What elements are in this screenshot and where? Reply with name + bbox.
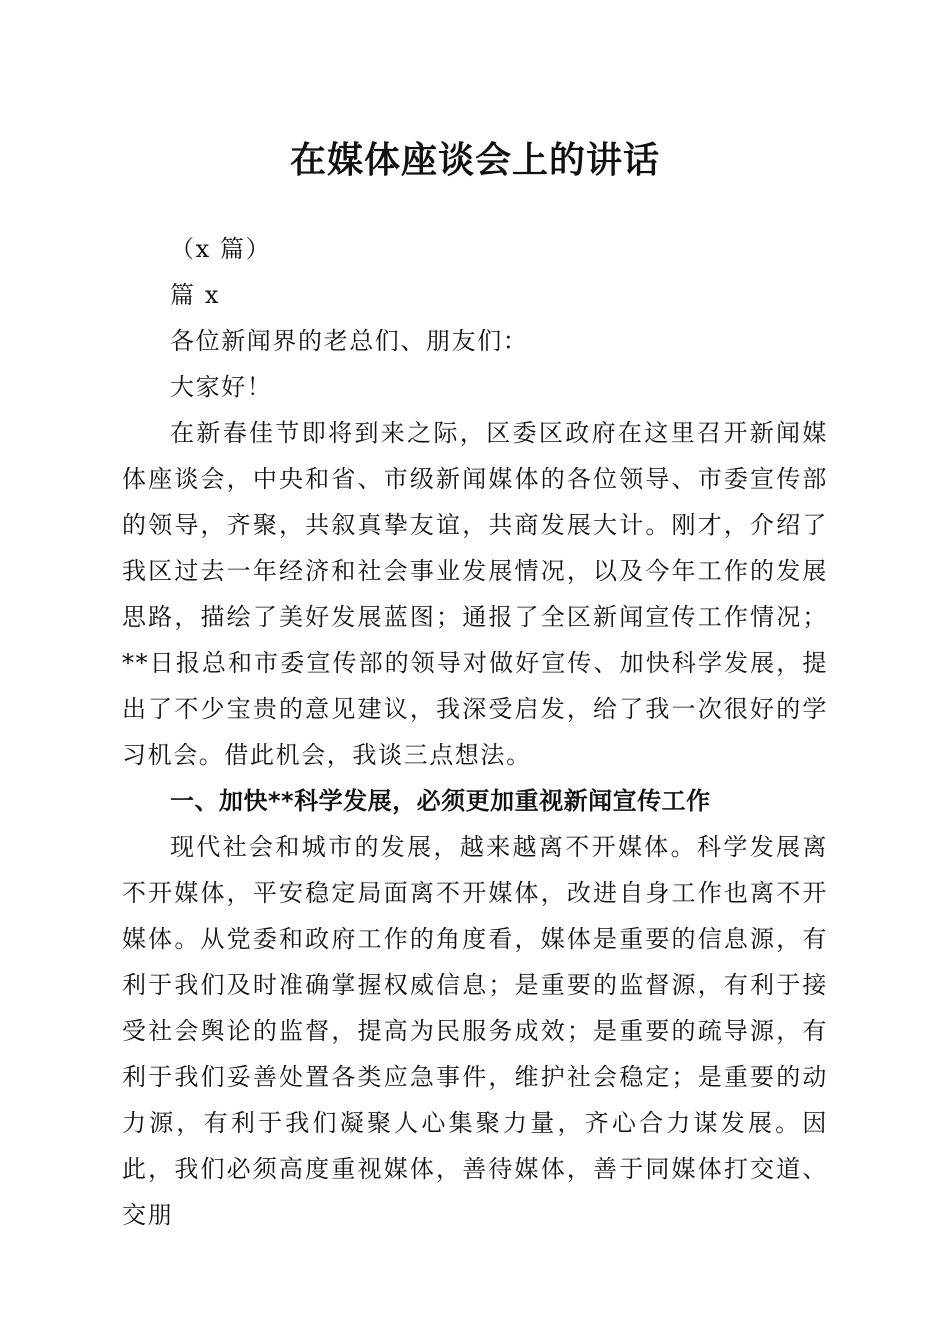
greeting: 大家好！ [170, 373, 273, 401]
page-title: 在媒体座谈会上的讲话 [289, 139, 660, 181]
document-body [122, 226, 828, 1238]
salutation: 各位新闻界的老总们、朋友们： [170, 327, 529, 355]
body-paragraph: 在新春佳节即将到来之际，区委区政府在这里召开新闻媒体座谈会，中央和省、市级新闻媒体的各位领导、市委宣传部的领导，齐聚，共叙真挚友谊，共商发展大计。刚才，介绍了我区过去一年经济和社会事业发展情况，以及今年工作的发展思路，描绘了美好发展蓝图；通报了全区新闻宣传工作情况；**日报总和市委宣传部的领导对做好宣传、加快科学发展，提出了不少宝贵的意见建议，我深受启发，给了我一次很好的学习机会。借此机会，我谈三点想法。 [122, 419, 828, 769]
section-label: 篇 x [170, 281, 220, 309]
section-heading: 一、加快**科学发展，必须更加重视新闻宣传工作 [170, 787, 711, 815]
body-paragraph: 现代社会和城市的发展，越来越离不开媒体。科学发展离不开媒体，平安稳定局面离不开媒体，改进自身工作也离不开媒体。从党委和政府工作的角度看，媒体是重要的信息源，有利于我们及时准确掌握权威信息；是重要的监督源，有利于接受社会舆论的监督，提高为民服务成效；是重要的疏导源，有利于我们妥善处置各类应急事件，维护社会稳定；是重要的动力源，有利于我们凝聚人心集聚力量，齐心合力谋发展。因此，我们必须高度重视媒体，善待媒体，善于同媒体打交道、交朋 [122, 833, 828, 1229]
section-count-label: （x 篇） [170, 235, 272, 263]
